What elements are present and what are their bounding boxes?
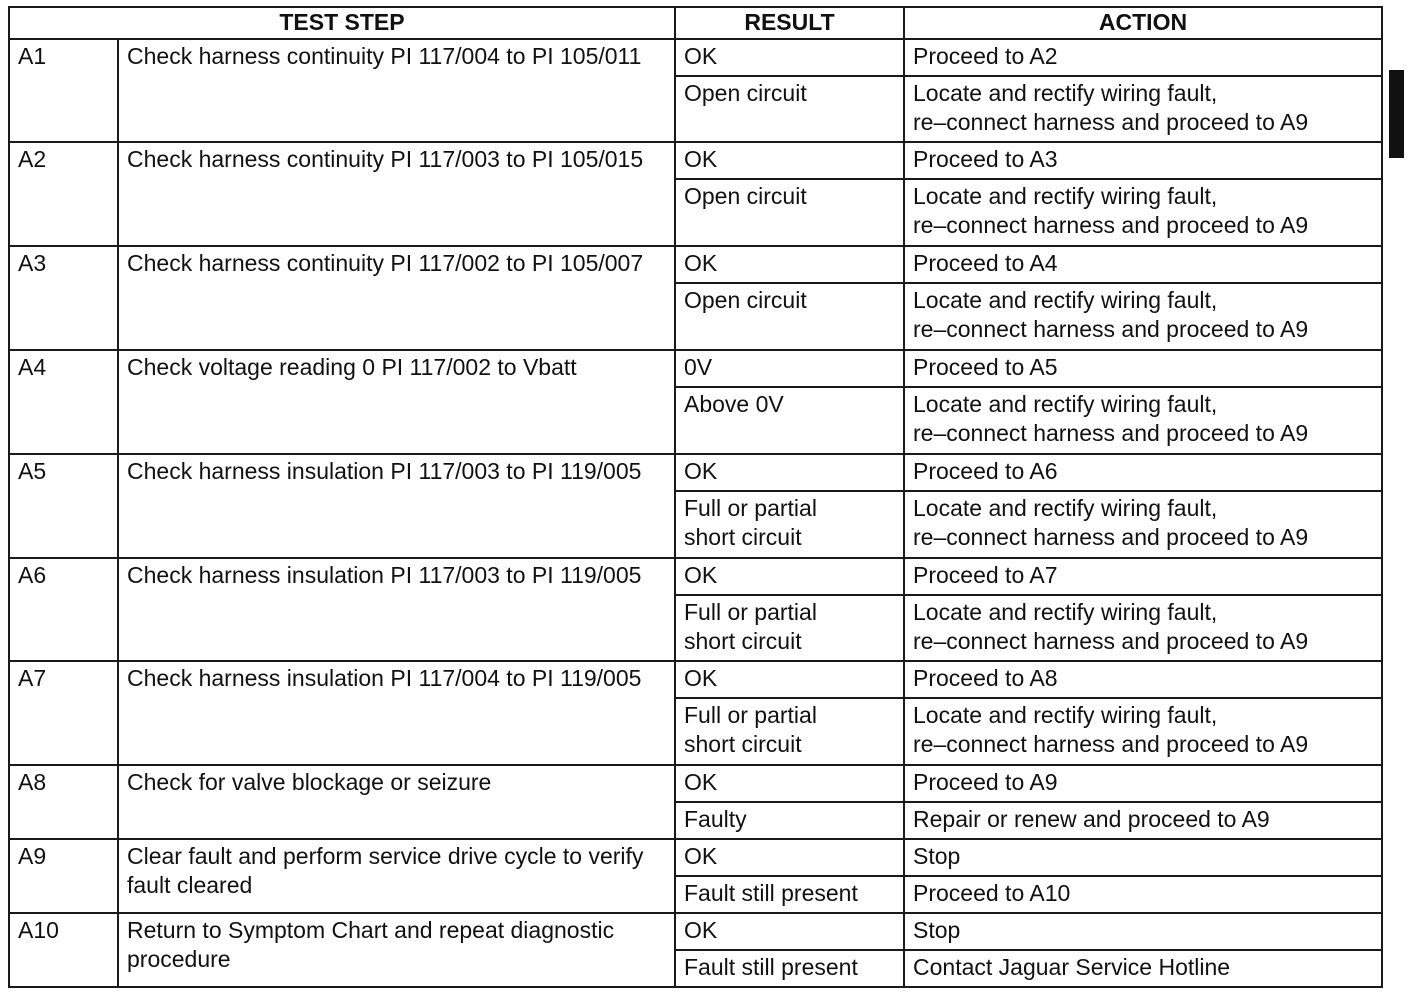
step-action-line: re–connect harness and proceed to A9 [913,316,1309,342]
step-action [904,595,1382,661]
table-row [9,765,1382,802]
step-action [904,802,1382,839]
step-action-line: re–connect harness and proceed to A9 [913,628,1309,654]
step-id: A10 [9,913,118,987]
step-description: Check harness insulation PI 117/003 to PI 119/005 [118,558,675,661]
table-body [9,39,1382,987]
step-action [904,950,1382,987]
step-action-line: Contact Jaguar Service Hotline [913,954,1231,980]
step-action-line: Proceed to A6 [913,458,1058,484]
step-action-line: Proceed to A9 [913,769,1058,795]
header-action: ACTION [904,7,1382,39]
step-action [904,246,1382,283]
step-action-line: Proceed to A7 [913,562,1058,588]
step-action [904,387,1382,454]
step-id: A8 [9,765,118,839]
step-action [904,839,1382,876]
step-action [904,283,1382,350]
step-action-line: Proceed to A3 [913,146,1058,172]
step-result: OK [675,913,904,950]
table-row [9,350,1382,387]
step-action [904,350,1382,387]
table-row [9,913,1382,950]
step-action-line: Stop [913,917,961,943]
step-result: OK [675,454,904,491]
step-result: OK [675,39,904,76]
step-action-line: Repair or renew and proceed to A9 [913,806,1270,832]
step-result: Above 0V [675,387,904,454]
step-result: OK [675,142,904,179]
header-test-step: TEST STEP [9,7,675,39]
table-row [9,454,1382,491]
step-result: Open circuit [675,179,904,246]
step-action [904,454,1382,491]
step-action [904,698,1382,765]
step-id: A5 [9,454,118,558]
step-id: A4 [9,350,118,454]
step-result: Open circuit [675,76,904,142]
step-result: Full or partial short circuit [675,595,904,661]
header-result: RESULT [675,7,904,39]
page-edge-marker [1389,70,1404,158]
step-result: Open circuit [675,283,904,350]
step-result: Fault still present [675,950,904,987]
table-row [9,661,1382,698]
step-action [904,142,1382,179]
table-row [9,142,1382,179]
step-action-line: re–connect harness and proceed to A9 [913,212,1309,238]
step-action-line: Proceed to A4 [913,250,1058,276]
step-result: OK [675,661,904,698]
step-action-line: Locate and rectify wiring fault, [913,80,1218,106]
step-result: Full or partial short circuit [675,698,904,765]
header-row [9,7,1382,39]
step-id: A9 [9,839,118,913]
step-action [904,179,1382,246]
step-action [904,76,1382,142]
step-action-line: Proceed to A5 [913,354,1058,380]
step-action-line: Locate and rectify wiring fault, [913,287,1218,313]
table-row [9,558,1382,595]
step-action-line: Locate and rectify wiring fault, [913,599,1218,625]
step-id: A6 [9,558,118,661]
step-id: A7 [9,661,118,765]
step-result: OK [675,246,904,283]
diagnostic-test-table [8,6,1383,988]
step-action [904,39,1382,76]
step-result: 0V [675,350,904,387]
step-id: A1 [9,39,118,142]
step-description: Clear fault and perform service drive cycle to verify fault cleared [118,839,675,913]
step-description: Check harness insulation PI 117/004 to PI 119/005 [118,661,675,765]
step-result: OK [675,839,904,876]
step-description: Check for valve blockage or seizure [118,765,675,839]
step-result: OK [675,765,904,802]
step-action-line: re–connect harness and proceed to A9 [913,109,1309,135]
step-action-line: re–connect harness and proceed to A9 [913,420,1309,446]
step-id: A3 [9,246,118,350]
table-row [9,39,1382,76]
step-description: Check harness continuity PI 117/002 to PI 105/007 [118,246,675,350]
step-action [904,765,1382,802]
step-action-line: Proceed to A2 [913,43,1058,69]
step-action [904,876,1382,913]
step-action [904,913,1382,950]
table-row [9,839,1382,876]
step-id: A2 [9,142,118,246]
step-result: Full or partial short circuit [675,491,904,558]
step-action [904,558,1382,595]
step-description: Check harness insulation PI 117/003 to PI 119/005 [118,454,675,558]
step-description: Check harness continuity PI 117/004 to PI 105/011 [118,39,675,142]
step-action-line: Proceed to A10 [913,880,1071,906]
table-row [9,246,1382,283]
step-action [904,661,1382,698]
step-action-line: re–connect harness and proceed to A9 [913,731,1309,757]
step-action [904,491,1382,558]
step-action-line: Stop [913,843,961,869]
step-action-line: Proceed to A8 [913,665,1058,691]
step-action-line: Locate and rectify wiring fault, [913,495,1218,521]
step-description: Check voltage reading 0 PI 117/002 to Vbatt [118,350,675,454]
step-result: OK [675,558,904,595]
step-result: Fault still present [675,876,904,913]
step-action-line: Locate and rectify wiring fault, [913,391,1218,417]
step-action-line: Locate and rectify wiring fault, [913,702,1218,728]
step-description: Check harness continuity PI 117/003 to PI 105/015 [118,142,675,246]
step-description: Return to Symptom Chart and repeat diagnostic procedure [118,913,675,987]
step-action-line: re–connect harness and proceed to A9 [913,524,1309,550]
step-result: Faulty [675,802,904,839]
step-action-line: Locate and rectify wiring fault, [913,183,1218,209]
